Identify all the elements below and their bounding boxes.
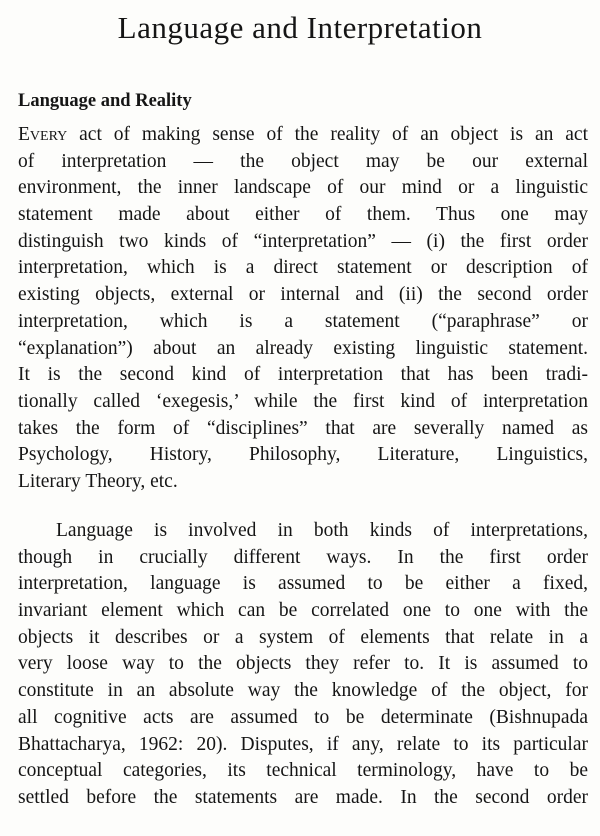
- paragraph-line: takes the form of “disciplines” that are severally named as: [18, 417, 588, 439]
- paragraph-line: objects it describes or a system of elements that relate in a: [18, 626, 588, 648]
- paragraph-line: invariant element which can be correlated one to one with the: [18, 600, 588, 622]
- paragraph-line: existing objects, external or internal and (ii) the second order: [18, 284, 588, 306]
- paragraph-line: Literary Theory, etc.: [18, 470, 178, 492]
- paragraph-line: interpretation, which is a statement (“paraphrase” or: [18, 310, 588, 332]
- first-line-text: act of making sense of the reality of an object is an act: [67, 124, 588, 145]
- paragraph-line: very loose way to the objects they refer to. It is assumed to: [18, 653, 588, 675]
- paragraph-line: statement made about either of them. Thus one may: [18, 204, 588, 226]
- paragraph-line: of interpretation — the object may be our external: [18, 150, 588, 172]
- paragraph-line: though in crucially different ways. In the first order: [18, 546, 588, 568]
- section-heading: Language and Reality: [18, 91, 192, 111]
- paragraph-1: [18, 122, 588, 496]
- paragraph-line: Bhattacharya, 1962: 20). Disputes, if any, relate to its particular: [18, 733, 588, 755]
- paragraph-line: It is the second kind of interpretation that has been tradi-: [18, 364, 588, 386]
- paragraph-line: constitute in an absolute way the knowledge of the object, for: [18, 680, 588, 702]
- paragraph-line: conceptual categories, its technical terminology, have to be: [18, 760, 588, 782]
- paragraph-line: settled before the statements are made. In the second order: [18, 786, 588, 808]
- paragraph-2: [18, 518, 588, 812]
- paragraph-line: Language is involved in both kinds of interpretations,: [56, 520, 588, 541]
- drop-word: Every: [18, 124, 68, 145]
- paragraph-line: “explanation”) about an already existing linguistic statement.: [18, 337, 588, 359]
- paragraph-line: Psychology, History, Philosophy, Literature, Linguistics,: [18, 444, 588, 466]
- paragraph-line: interpretation, which is a direct statement or description of: [18, 257, 588, 279]
- paragraph-line: interpretation, language is assumed to be either a fixed,: [18, 573, 588, 595]
- paragraph-line: [18, 122, 588, 149]
- paragraph-line: tionally called ‘exegesis,’ while the first kind of interpretation: [18, 390, 588, 412]
- paragraph-line: distinguish two kinds of “interpretation” — (i) the first order: [18, 230, 588, 252]
- paragraph-line: all cognitive acts are assumed to be determinate (Bishnupada: [18, 706, 588, 728]
- paragraph-line: environment, the inner landscape of our mind or a linguistic: [18, 177, 588, 199]
- chapter-title: Language and Interpretation: [117, 10, 483, 45]
